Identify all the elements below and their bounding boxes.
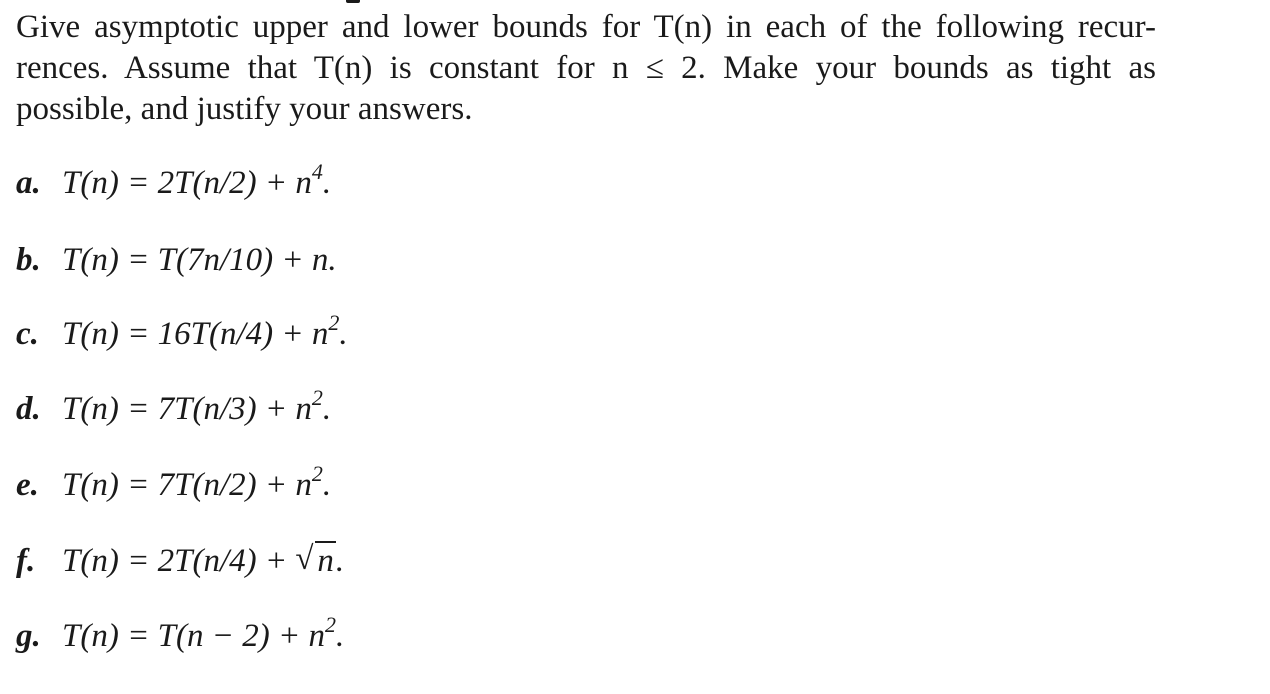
- exponent: 4: [311, 159, 323, 184]
- statement-line-3: possible, and justify your answers.: [16, 91, 473, 127]
- exponent: 2: [311, 385, 323, 410]
- statement-line-1: Give asymptotic upper and lower bounds for T(n) in each of the following recur-: [16, 9, 1156, 45]
- recurrence-item-d: [16, 385, 332, 432]
- recurrence-equation: T(n) = T(7n/10) + n.: [62, 242, 337, 278]
- problem-statement: [16, 7, 1156, 130]
- item-label: e.: [16, 467, 39, 503]
- item-label: d.: [16, 391, 41, 427]
- radicand: n: [317, 543, 334, 579]
- recurrence-item-f: [16, 541, 344, 581]
- exponent: 2: [328, 310, 340, 335]
- item-label: c.: [16, 316, 39, 352]
- recurrence-item-b: [16, 240, 337, 280]
- exponent: 2: [311, 461, 323, 486]
- recurrence-item-c: [16, 310, 348, 357]
- recurrence-equation: $T(n) = 7T(n/3) + n^2$.: [62, 385, 332, 427]
- recurrence-equation: T(n) = 2T(n/4) + √ n.: [62, 541, 345, 579]
- item-label: a.: [16, 165, 41, 201]
- recurrence-item-e: [16, 461, 332, 508]
- recurrence-item-a: [16, 159, 332, 206]
- statement-line-2: rences. Assume that T(n) is constant for n ≤ 2. Make your bounds as tight as: [16, 50, 1156, 86]
- item-label: f.: [16, 543, 36, 579]
- recurrence-equation: $T(n) = 7T(n/2) + n^2$.: [62, 461, 332, 503]
- exponent: 2: [324, 612, 336, 637]
- recurrence-equation: $T(n) = 16T(n/4) + n^2$.: [62, 310, 348, 352]
- item-label: g.: [16, 618, 41, 654]
- recurrence-item-g: [16, 612, 345, 659]
- item-label: b.: [16, 242, 41, 278]
- recurrence-equation: $T(n) = T(n - 2) + n^2$.: [62, 612, 345, 654]
- recurrence-equation: $T(n) = 2T(n/2) + n^4$.: [62, 159, 332, 201]
- radical-sign: √: [295, 541, 314, 577]
- square-root: [295, 541, 336, 581]
- cropped-text-fragment: [346, 0, 360, 3]
